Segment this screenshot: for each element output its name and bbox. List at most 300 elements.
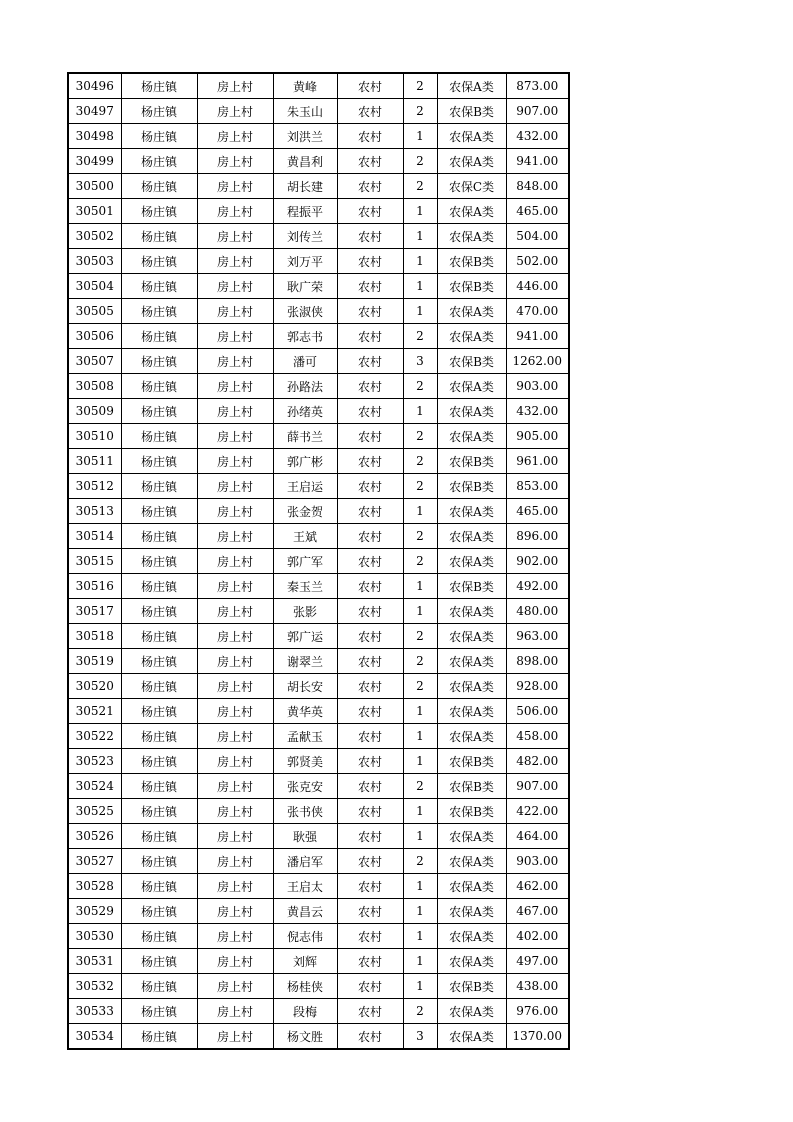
cell-category: 农保A类: [437, 874, 506, 899]
cell-amount: 402.00: [506, 924, 569, 949]
cell-id: 30530: [68, 924, 121, 949]
cell-count: 1: [403, 949, 437, 974]
cell-village: 房上村: [197, 199, 273, 224]
cell-count: 1: [403, 574, 437, 599]
cell-town: 杨庄镇: [121, 574, 197, 599]
cell-village: 房上村: [197, 449, 273, 474]
cell-type: 农村: [337, 799, 403, 824]
cell-village: 房上村: [197, 274, 273, 299]
cell-town: 杨庄镇: [121, 699, 197, 724]
table-row: [68, 449, 569, 474]
cell-count: 1: [403, 799, 437, 824]
cell-count: 1: [403, 249, 437, 274]
cell-type: 农村: [337, 574, 403, 599]
cell-town: 杨庄镇: [121, 149, 197, 174]
cell-category: 农保A类: [437, 224, 506, 249]
cell-type: 农村: [337, 924, 403, 949]
cell-type: 农村: [337, 274, 403, 299]
cell-id: 30532: [68, 974, 121, 999]
cell-count: 1: [403, 499, 437, 524]
cell-town: 杨庄镇: [121, 124, 197, 149]
cell-amount: 961.00: [506, 449, 569, 474]
cell-name: 刘辉: [273, 949, 337, 974]
cell-village: 房上村: [197, 549, 273, 574]
cell-id: 30522: [68, 724, 121, 749]
table-row: [68, 824, 569, 849]
cell-town: 杨庄镇: [121, 824, 197, 849]
cell-category: 农保A类: [437, 599, 506, 624]
cell-count: 2: [403, 324, 437, 349]
cell-name: 潘启军: [273, 849, 337, 874]
cell-count: 1: [403, 724, 437, 749]
table-row: [68, 949, 569, 974]
cell-type: 农村: [337, 199, 403, 224]
cell-type: 农村: [337, 999, 403, 1024]
cell-id: 30528: [68, 874, 121, 899]
cell-category: 农保B类: [437, 749, 506, 774]
cell-count: 2: [403, 624, 437, 649]
cell-count: 2: [403, 424, 437, 449]
cell-amount: 941.00: [506, 149, 569, 174]
cell-village: 房上村: [197, 999, 273, 1024]
cell-id: 30504: [68, 274, 121, 299]
cell-id: 30515: [68, 549, 121, 574]
table-row: [68, 849, 569, 874]
cell-category: 农保A类: [437, 124, 506, 149]
cell-name: 倪志伟: [273, 924, 337, 949]
cell-town: 杨庄镇: [121, 249, 197, 274]
cell-id: 30521: [68, 699, 121, 724]
table-row: [68, 424, 569, 449]
cell-count: 1: [403, 399, 437, 424]
cell-category: 农保A类: [437, 924, 506, 949]
table-row: [68, 649, 569, 674]
cell-count: 1: [403, 899, 437, 924]
cell-category: 农保A类: [437, 199, 506, 224]
cell-name: 孟献玉: [273, 724, 337, 749]
cell-type: 农村: [337, 99, 403, 124]
cell-category: 农保A类: [437, 699, 506, 724]
cell-count: 3: [403, 1024, 437, 1050]
cell-id: 30501: [68, 199, 121, 224]
cell-amount: 903.00: [506, 849, 569, 874]
table-row: [68, 274, 569, 299]
cell-type: 农村: [337, 849, 403, 874]
cell-id: 30523: [68, 749, 121, 774]
cell-category: 农保A类: [437, 674, 506, 699]
table-row: [68, 749, 569, 774]
cell-town: 杨庄镇: [121, 1024, 197, 1050]
table-row: [68, 174, 569, 199]
cell-amount: 1370.00: [506, 1024, 569, 1050]
cell-name: 杨文胜: [273, 1024, 337, 1050]
cell-village: 房上村: [197, 574, 273, 599]
cell-count: 1: [403, 199, 437, 224]
cell-id: 30499: [68, 149, 121, 174]
cell-name: 张影: [273, 599, 337, 624]
cell-category: 农保A类: [437, 724, 506, 749]
cell-name: 张金贺: [273, 499, 337, 524]
cell-village: 房上村: [197, 424, 273, 449]
cell-village: 房上村: [197, 149, 273, 174]
table-row: [68, 99, 569, 124]
cell-amount: 898.00: [506, 649, 569, 674]
cell-id: 30507: [68, 349, 121, 374]
cell-type: 农村: [337, 399, 403, 424]
cell-type: 农村: [337, 699, 403, 724]
table-row: [68, 549, 569, 574]
cell-amount: 506.00: [506, 699, 569, 724]
cell-count: 2: [403, 374, 437, 399]
cell-count: 2: [403, 549, 437, 574]
cell-amount: 902.00: [506, 549, 569, 574]
cell-id: 30510: [68, 424, 121, 449]
cell-town: 杨庄镇: [121, 449, 197, 474]
cell-count: 1: [403, 874, 437, 899]
cell-name: 杨桂侠: [273, 974, 337, 999]
cell-category: 农保A类: [437, 399, 506, 424]
cell-id: 30524: [68, 774, 121, 799]
cell-village: 房上村: [197, 174, 273, 199]
cell-type: 农村: [337, 499, 403, 524]
cell-name: 薛书兰: [273, 424, 337, 449]
cell-type: 农村: [337, 73, 403, 99]
cell-village: 房上村: [197, 974, 273, 999]
cell-village: 房上村: [197, 899, 273, 924]
cell-count: 1: [403, 824, 437, 849]
cell-town: 杨庄镇: [121, 899, 197, 924]
cell-town: 杨庄镇: [121, 374, 197, 399]
cell-type: 农村: [337, 374, 403, 399]
cell-id: 30534: [68, 1024, 121, 1050]
cell-id: 30525: [68, 799, 121, 824]
cell-category: 农保A类: [437, 549, 506, 574]
table-row: [68, 224, 569, 249]
cell-village: 房上村: [197, 374, 273, 399]
cell-town: 杨庄镇: [121, 724, 197, 749]
cell-type: 农村: [337, 649, 403, 674]
cell-id: 30500: [68, 174, 121, 199]
table-row: [68, 724, 569, 749]
table-row: [68, 349, 569, 374]
cell-type: 农村: [337, 224, 403, 249]
cell-town: 杨庄镇: [121, 499, 197, 524]
cell-category: 农保A类: [437, 149, 506, 174]
cell-amount: 446.00: [506, 274, 569, 299]
cell-category: 农保A类: [437, 324, 506, 349]
cell-type: 农村: [337, 524, 403, 549]
cell-count: 2: [403, 474, 437, 499]
cell-amount: 432.00: [506, 399, 569, 424]
table-row: [68, 249, 569, 274]
cell-amount: 465.00: [506, 199, 569, 224]
cell-amount: 976.00: [506, 999, 569, 1024]
cell-name: 刘洪兰: [273, 124, 337, 149]
cell-type: 农村: [337, 174, 403, 199]
cell-village: 房上村: [197, 324, 273, 349]
cell-count: 2: [403, 849, 437, 874]
cell-count: 2: [403, 174, 437, 199]
table-row: [68, 924, 569, 949]
cell-count: 2: [403, 73, 437, 99]
cell-amount: 462.00: [506, 874, 569, 899]
cell-category: 农保B类: [437, 249, 506, 274]
cell-type: 农村: [337, 674, 403, 699]
cell-town: 杨庄镇: [121, 649, 197, 674]
cell-type: 农村: [337, 299, 403, 324]
table-row: [68, 474, 569, 499]
cell-id: 30518: [68, 624, 121, 649]
cell-count: 1: [403, 974, 437, 999]
cell-category: 农保B类: [437, 574, 506, 599]
cell-amount: 458.00: [506, 724, 569, 749]
cell-count: 2: [403, 999, 437, 1024]
cell-type: 农村: [337, 549, 403, 574]
cell-id: 30511: [68, 449, 121, 474]
cell-town: 杨庄镇: [121, 774, 197, 799]
cell-town: 杨庄镇: [121, 224, 197, 249]
cell-id: 30520: [68, 674, 121, 699]
cell-category: 农保A类: [437, 999, 506, 1024]
cell-amount: 896.00: [506, 524, 569, 549]
cell-name: 郭志书: [273, 324, 337, 349]
cell-village: 房上村: [197, 73, 273, 99]
table-row: [68, 774, 569, 799]
cell-type: 农村: [337, 774, 403, 799]
cell-category: 农保B类: [437, 474, 506, 499]
cell-id: 30512: [68, 474, 121, 499]
cell-count: 2: [403, 449, 437, 474]
cell-village: 房上村: [197, 524, 273, 549]
table-row: [68, 499, 569, 524]
cell-name: 郭广军: [273, 549, 337, 574]
cell-amount: 464.00: [506, 824, 569, 849]
cell-count: 1: [403, 699, 437, 724]
cell-name: 刘传兰: [273, 224, 337, 249]
cell-id: 30513: [68, 499, 121, 524]
cell-name: 耿广荣: [273, 274, 337, 299]
cell-type: 农村: [337, 974, 403, 999]
cell-town: 杨庄镇: [121, 274, 197, 299]
cell-type: 农村: [337, 624, 403, 649]
cell-town: 杨庄镇: [121, 524, 197, 549]
cell-type: 农村: [337, 599, 403, 624]
cell-name: 郭贤美: [273, 749, 337, 774]
cell-village: 房上村: [197, 774, 273, 799]
table-row: [68, 399, 569, 424]
cell-count: 2: [403, 99, 437, 124]
cell-name: 孙路法: [273, 374, 337, 399]
cell-name: 潘可: [273, 349, 337, 374]
table-row: [68, 124, 569, 149]
cell-village: 房上村: [197, 1024, 273, 1050]
cell-town: 杨庄镇: [121, 799, 197, 824]
cell-type: 农村: [337, 149, 403, 174]
cell-amount: 422.00: [506, 799, 569, 824]
cell-type: 农村: [337, 949, 403, 974]
cell-category: 农保B类: [437, 349, 506, 374]
table-row: [68, 374, 569, 399]
cell-village: 房上村: [197, 249, 273, 274]
cell-name: 黄峰: [273, 73, 337, 99]
table-row: [68, 199, 569, 224]
cell-name: 朱玉山: [273, 99, 337, 124]
cell-category: 农保A类: [437, 524, 506, 549]
cell-id: 30529: [68, 899, 121, 924]
cell-name: 张克安: [273, 774, 337, 799]
cell-village: 房上村: [197, 724, 273, 749]
cell-count: 2: [403, 774, 437, 799]
cell-village: 房上村: [197, 674, 273, 699]
table-row: [68, 599, 569, 624]
cell-id: 30498: [68, 124, 121, 149]
table-body: [68, 73, 569, 1049]
cell-name: 王启太: [273, 874, 337, 899]
cell-village: 房上村: [197, 749, 273, 774]
cell-town: 杨庄镇: [121, 949, 197, 974]
cell-id: 30514: [68, 524, 121, 549]
cell-count: 2: [403, 649, 437, 674]
table-row: [68, 899, 569, 924]
cell-name: 胡长建: [273, 174, 337, 199]
cell-amount: 480.00: [506, 599, 569, 624]
cell-name: 郭广运: [273, 624, 337, 649]
cell-village: 房上村: [197, 824, 273, 849]
cell-id: 30509: [68, 399, 121, 424]
table-row: [68, 299, 569, 324]
cell-amount: 438.00: [506, 974, 569, 999]
table-row: [68, 974, 569, 999]
cell-village: 房上村: [197, 349, 273, 374]
cell-count: 1: [403, 299, 437, 324]
cell-category: 农保B类: [437, 774, 506, 799]
cell-count: 3: [403, 349, 437, 374]
benefit-table: [67, 72, 570, 1050]
cell-id: 30531: [68, 949, 121, 974]
cell-category: 农保A类: [437, 499, 506, 524]
cell-town: 杨庄镇: [121, 99, 197, 124]
cell-count: 1: [403, 274, 437, 299]
cell-amount: 1262.00: [506, 349, 569, 374]
cell-town: 杨庄镇: [121, 174, 197, 199]
cell-amount: 492.00: [506, 574, 569, 599]
cell-name: 段梅: [273, 999, 337, 1024]
cell-count: 1: [403, 599, 437, 624]
cell-village: 房上村: [197, 624, 273, 649]
cell-name: 刘万平: [273, 249, 337, 274]
cell-town: 杨庄镇: [121, 73, 197, 99]
cell-name: 黄昌云: [273, 899, 337, 924]
cell-village: 房上村: [197, 499, 273, 524]
table-row: [68, 799, 569, 824]
cell-village: 房上村: [197, 299, 273, 324]
cell-category: 农保A类: [437, 1024, 506, 1050]
cell-count: 1: [403, 924, 437, 949]
cell-town: 杨庄镇: [121, 749, 197, 774]
cell-town: 杨庄镇: [121, 674, 197, 699]
cell-amount: 963.00: [506, 624, 569, 649]
cell-type: 农村: [337, 249, 403, 274]
cell-id: 30533: [68, 999, 121, 1024]
cell-type: 农村: [337, 874, 403, 899]
cell-village: 房上村: [197, 924, 273, 949]
table-row: [68, 874, 569, 899]
cell-category: 农保A类: [437, 824, 506, 849]
cell-name: 胡长安: [273, 674, 337, 699]
table-row: [68, 149, 569, 174]
table-row: [68, 999, 569, 1024]
cell-amount: 465.00: [506, 499, 569, 524]
cell-town: 杨庄镇: [121, 849, 197, 874]
cell-category: 农保A类: [437, 899, 506, 924]
cell-category: 农保A类: [437, 299, 506, 324]
cell-amount: 504.00: [506, 224, 569, 249]
cell-id: 30497: [68, 99, 121, 124]
cell-village: 房上村: [197, 699, 273, 724]
cell-amount: 432.00: [506, 124, 569, 149]
cell-name: 黄华英: [273, 699, 337, 724]
cell-town: 杨庄镇: [121, 299, 197, 324]
cell-id: 30505: [68, 299, 121, 324]
cell-category: 农保B类: [437, 274, 506, 299]
cell-amount: 907.00: [506, 99, 569, 124]
cell-id: 30526: [68, 824, 121, 849]
cell-village: 房上村: [197, 99, 273, 124]
table-row: [68, 324, 569, 349]
cell-name: 黄昌利: [273, 149, 337, 174]
cell-village: 房上村: [197, 849, 273, 874]
cell-amount: 941.00: [506, 324, 569, 349]
cell-category: 农保A类: [437, 374, 506, 399]
cell-type: 农村: [337, 449, 403, 474]
table-row: [68, 524, 569, 549]
cell-count: 1: [403, 124, 437, 149]
cell-village: 房上村: [197, 649, 273, 674]
cell-id: 30527: [68, 849, 121, 874]
cell-type: 农村: [337, 724, 403, 749]
cell-count: 2: [403, 674, 437, 699]
cell-village: 房上村: [197, 124, 273, 149]
table-row: [68, 574, 569, 599]
table-row: [68, 674, 569, 699]
cell-count: 1: [403, 749, 437, 774]
cell-amount: 482.00: [506, 749, 569, 774]
cell-amount: 907.00: [506, 774, 569, 799]
cell-amount: 873.00: [506, 73, 569, 99]
cell-type: 农村: [337, 899, 403, 924]
cell-type: 农村: [337, 324, 403, 349]
cell-village: 房上村: [197, 874, 273, 899]
cell-amount: 497.00: [506, 949, 569, 974]
cell-village: 房上村: [197, 399, 273, 424]
cell-village: 房上村: [197, 224, 273, 249]
cell-town: 杨庄镇: [121, 999, 197, 1024]
cell-name: 谢翠兰: [273, 649, 337, 674]
cell-type: 农村: [337, 474, 403, 499]
cell-category: 农保A类: [437, 649, 506, 674]
cell-category: 农保C类: [437, 174, 506, 199]
cell-amount: 903.00: [506, 374, 569, 399]
cell-name: 程振平: [273, 199, 337, 224]
cell-town: 杨庄镇: [121, 624, 197, 649]
cell-type: 农村: [337, 349, 403, 374]
cell-town: 杨庄镇: [121, 324, 197, 349]
cell-amount: 853.00: [506, 474, 569, 499]
cell-category: 农保B类: [437, 449, 506, 474]
cell-name: 孙绪英: [273, 399, 337, 424]
cell-id: 30519: [68, 649, 121, 674]
cell-type: 农村: [337, 1024, 403, 1050]
